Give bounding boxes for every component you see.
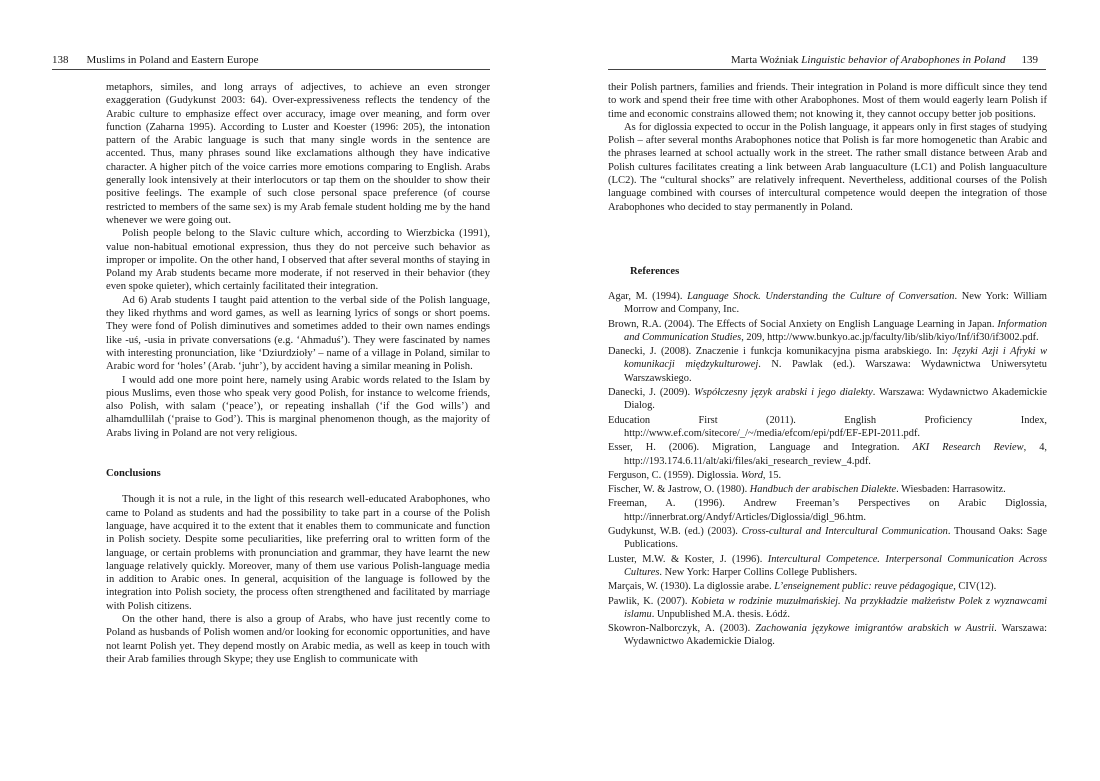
paragraph: Though it is not a rule, in the light of this research well-educated Arabophones, who came to Poland as students and had the possibility to take part in a course of the Polish language, have acquired it to the extent that it enables them to communicate and function in Polish society. Despite some peculiarities, like preferring oral to written form of the language, or certain problems with pronunciation and grammar, they have learnt the new language relatively quickly. Moreover, many of them use various Polish-language media in addition to Arabic ones. In general, acquisition of the language is followed by the integration into Polish society, the process often strengthened and facilitated by marriage with Polish citizens. — [106, 494, 490, 612]
reference-item — [608, 290, 1047, 317]
running-head-right — [731, 53, 1038, 67]
reference-text: . Warszawa: Wydawnictwo Akademickie Dialog. — [624, 623, 1047, 648]
reference-item — [608, 580, 1047, 593]
right-body-text — [608, 81, 1047, 214]
reference-title: Word — [741, 469, 763, 481]
reference-text: , 209, http://www.bunkyo.ac.jp/faculty/lib/slib/kiyo/Inf/if30/if3002.pdf. — [741, 331, 1039, 343]
reference-text: Luster, M.W. & Koster, J. (1996). — [608, 553, 768, 565]
paragraph: On the other hand, there is also a group of Arabs, who have just recently come to Poland as husbands of Polish women and/or looking for economic opportunities, and have not learnt Polish yet. They depend mostly on Arabic media, as well as keep in touch with their Arab families through Skype; they use English to communicate with — [106, 613, 490, 665]
paragraph: I would add one more point here, namely using Arabic words related to the Islam by pious Muslims, even those who speak very good Polish, for instance to welcome friends, also Polish, with salam (‘peace’), or repeating inshallah (‘if the God wills’) and alhamdullilah (‘praise to God’). This is marginal phenomenon though, as the majority of Arabs living in Poland are not very religious. — [106, 374, 490, 439]
page-number-right: 139 — [1021, 54, 1038, 66]
reference-title: Information and Communication Studies — [624, 318, 1047, 343]
reference-list — [608, 290, 1047, 650]
reference-item — [608, 497, 1047, 524]
reference-item — [608, 469, 1047, 482]
reference-text: Fischer, W. & Jastrow, O. (1980). — [608, 484, 750, 496]
reference-text: Danecki, J. (2008). Znaczenie i funkcja komunikacyjna pisma arabskiego. In: — [608, 346, 953, 358]
reference-item — [608, 345, 1047, 385]
running-head-author: Marta Woźniak — [730, 54, 799, 66]
paragraph: Polish people belong to the Slavic culture which, according to Wierzbicka (1991), value non-habitual emotional expression, thus they do not perceive such behavior as improper or impolite. On the other hand, I observed that after several months of staying in Poland my Arab students became more moderate, if not reserved in their behavior (they even spoke quieter), which certainly facilitated their integration. — [106, 228, 490, 293]
reference-item — [608, 553, 1047, 580]
reference-title: Handbuch der arabischen Dialekte — [749, 484, 897, 496]
reference-text: Esser, H. (2006). Migration, Language and Integration. — [608, 442, 913, 454]
paragraph: Ad 6) Arab students I taught paid attention to the verbal side of the Polish language, they liked rhythms and word games, as well as learning lyrics of songs or short poems. They were fond of Polish diminutives and sometimes added to their own names endings like -uś, -usia in private conversations (e.g. ‘Ahmaduś’). They were fascinated by names with interesting pronunciation, like ‘Dziurdzioły’ – name of a village in Poland, similar to Arabic word for ‘holes’ (Arab. ‘juhr’), by accident having a similar meaning in Polish. — [106, 294, 490, 373]
running-head-title-left: Muslims in Poland and Eastern Europe — [86, 54, 259, 66]
reference-text: . New York: Harper Collins College Publishers. — [659, 566, 858, 578]
running-head-title-right: Linguistic behavior of Arabophones in Poland — [801, 54, 1006, 66]
reference-text: . Wiesbaden: Harrasowitz. — [896, 484, 1006, 496]
paragraph: their Polish partners, families and friends. Their integration in Poland is more difficult since they tend to work and spend their free time with other Arabophones. Most of them would eagerly learn Polish if time and economic constrains allowed them; not knowing it, they cannot occupy better job positions. — [608, 82, 1047, 120]
reference-text: . Thousand Oaks: Sage Publications. — [624, 526, 1047, 551]
paragraph: metaphors, similes, and long arrays of adjectives, to achieve an even stronger exaggeration (Gudykunst 2003: 64). Over-expressiveness reflects the tendency of the Arabic culture to emphasize effect over accuracy, image over meaning, and form over function (Zaharna 1995). According to Luster and Koester (1996: 205), the intonation pattern of the Arabic language is such that many single words in the sentence are accented. Thus, many phrases sound like exclamations although they have indicative character. A higher pitch of the voice carries more emotions comparing to English. Arabs generally look intensively at their interlocutors or tap them on the shoulder to show their positive feelings. The example of such close personal space preference (of course restricted to members of the same sex) is my Arab female student holding me by the hand whenever we were going out. — [106, 82, 490, 226]
section-heading-conclusions: Conclusions — [106, 468, 161, 480]
reference-item — [608, 386, 1047, 413]
reference-title: Kobieta w rodzinie muzułmańskiej. Na przykładzie małżeństw Polek z wyznawcami islamu — [624, 595, 1048, 620]
reference-text: Freeman, A. (1996). Andrew Freeman’s Perspectives on Arabic Diglossia, http://innerbrat.org/Andyf/Articles/Diglossia/digl_96.htm. — [608, 498, 1047, 523]
reference-title: Intercultural Competence. Interpersonal Communication Across Cultures — [624, 553, 1047, 578]
reference-text: Ferguson, C. (1959). Diglossia. — [608, 469, 742, 481]
page-number-left: 138 — [52, 54, 69, 66]
reference-item — [608, 483, 1047, 496]
reference-text: , CIV(12). — [953, 581, 997, 593]
reference-text: Gudykunst, W.B. (ed.) (2003). — [608, 526, 742, 538]
reference-text: , 15. — [762, 469, 782, 481]
reference-title: AKI Research Review — [912, 442, 1024, 454]
reference-text: Marçais, W. (1930). La diglossie arabe. — [608, 581, 775, 593]
reference-text: Skowron-Nalborczyk, A. (2003). — [608, 623, 756, 635]
reference-title: Języki Azji i Afryki w komunikacji międzykulturowej — [624, 346, 1047, 371]
reference-text: Education First (2011). English Proficiency Index, http://www.ef.com/sitecore/_/~/media/efcom/epi/pdf/EF-EPI-2011.pdf. — [608, 414, 1047, 439]
reference-title: Cross-cultural and Intercultural Communication — [741, 526, 948, 538]
reference-item — [608, 622, 1047, 649]
reference-title: Language Shock. Understanding the Culture of Conversation — [687, 291, 955, 302]
header-rule-right — [608, 69, 1046, 70]
running-head-left — [52, 53, 259, 67]
reference-item — [608, 595, 1047, 622]
right-page — [550, 0, 1100, 781]
reference-item — [608, 441, 1047, 468]
reference-item — [608, 414, 1047, 441]
reference-text: Danecki, J. (2009). — [608, 387, 695, 399]
reference-title: Zachowania językowe imigrantów arabskich w Austrii — [755, 623, 995, 635]
reference-text: . Warszawa: Wydawnictwo Akademickie Dialog. — [624, 387, 1047, 412]
reference-text: , 4, http://193.174.6.11/alt/aki/files/aki_research_review_4.pdf. — [624, 442, 1048, 467]
reference-item — [608, 525, 1047, 552]
reference-text: . New York: William Morrow and Company, Inc. — [624, 291, 1047, 316]
header-rule-left — [52, 69, 490, 70]
reference-text: . Unpublished M.A. thesis. Łódź. — [651, 608, 790, 620]
reference-text: Brown, R.A. (2004). The Effects of Social Anxiety on English Language Learning in Japan. — [608, 318, 998, 330]
reference-text: Pawlik, K. (2007). — [608, 595, 692, 607]
section-heading-references: References — [630, 266, 680, 277]
reference-title: Współczesny język arabski i jego dialekty — [694, 387, 873, 399]
paragraph: As for diglossia expected to occur in the Polish language, it appears only in first stages of studying Polish – after several months Arabophones notice that Polish is far more homogenetic than Arabic and the phrases learned at school actually work in the street. The rather small distance between Arab and Polish cultures facilitates creating a link between Arab languaculture (LC1) and Polish languaculture (LC2). The “cultural shocks” are relatively infrequent. Nevertheless, additional courses of the Polish language combined with courses of intercultural competence would deepen the integration of those Arabophones who decided to stay permanently in Poland. — [608, 121, 1047, 213]
reference-item — [608, 318, 1047, 345]
reference-text: . N. Pawlak (ed.). Warszawa: Wydawnictwa Uniwersytetu Warszawskiego. — [624, 359, 1047, 384]
reference-text: Agar, M. (1994). — [608, 291, 688, 302]
left-body-text — [106, 81, 490, 666]
reference-title: L’enseignement public: reuve pédagogique — [774, 581, 954, 593]
